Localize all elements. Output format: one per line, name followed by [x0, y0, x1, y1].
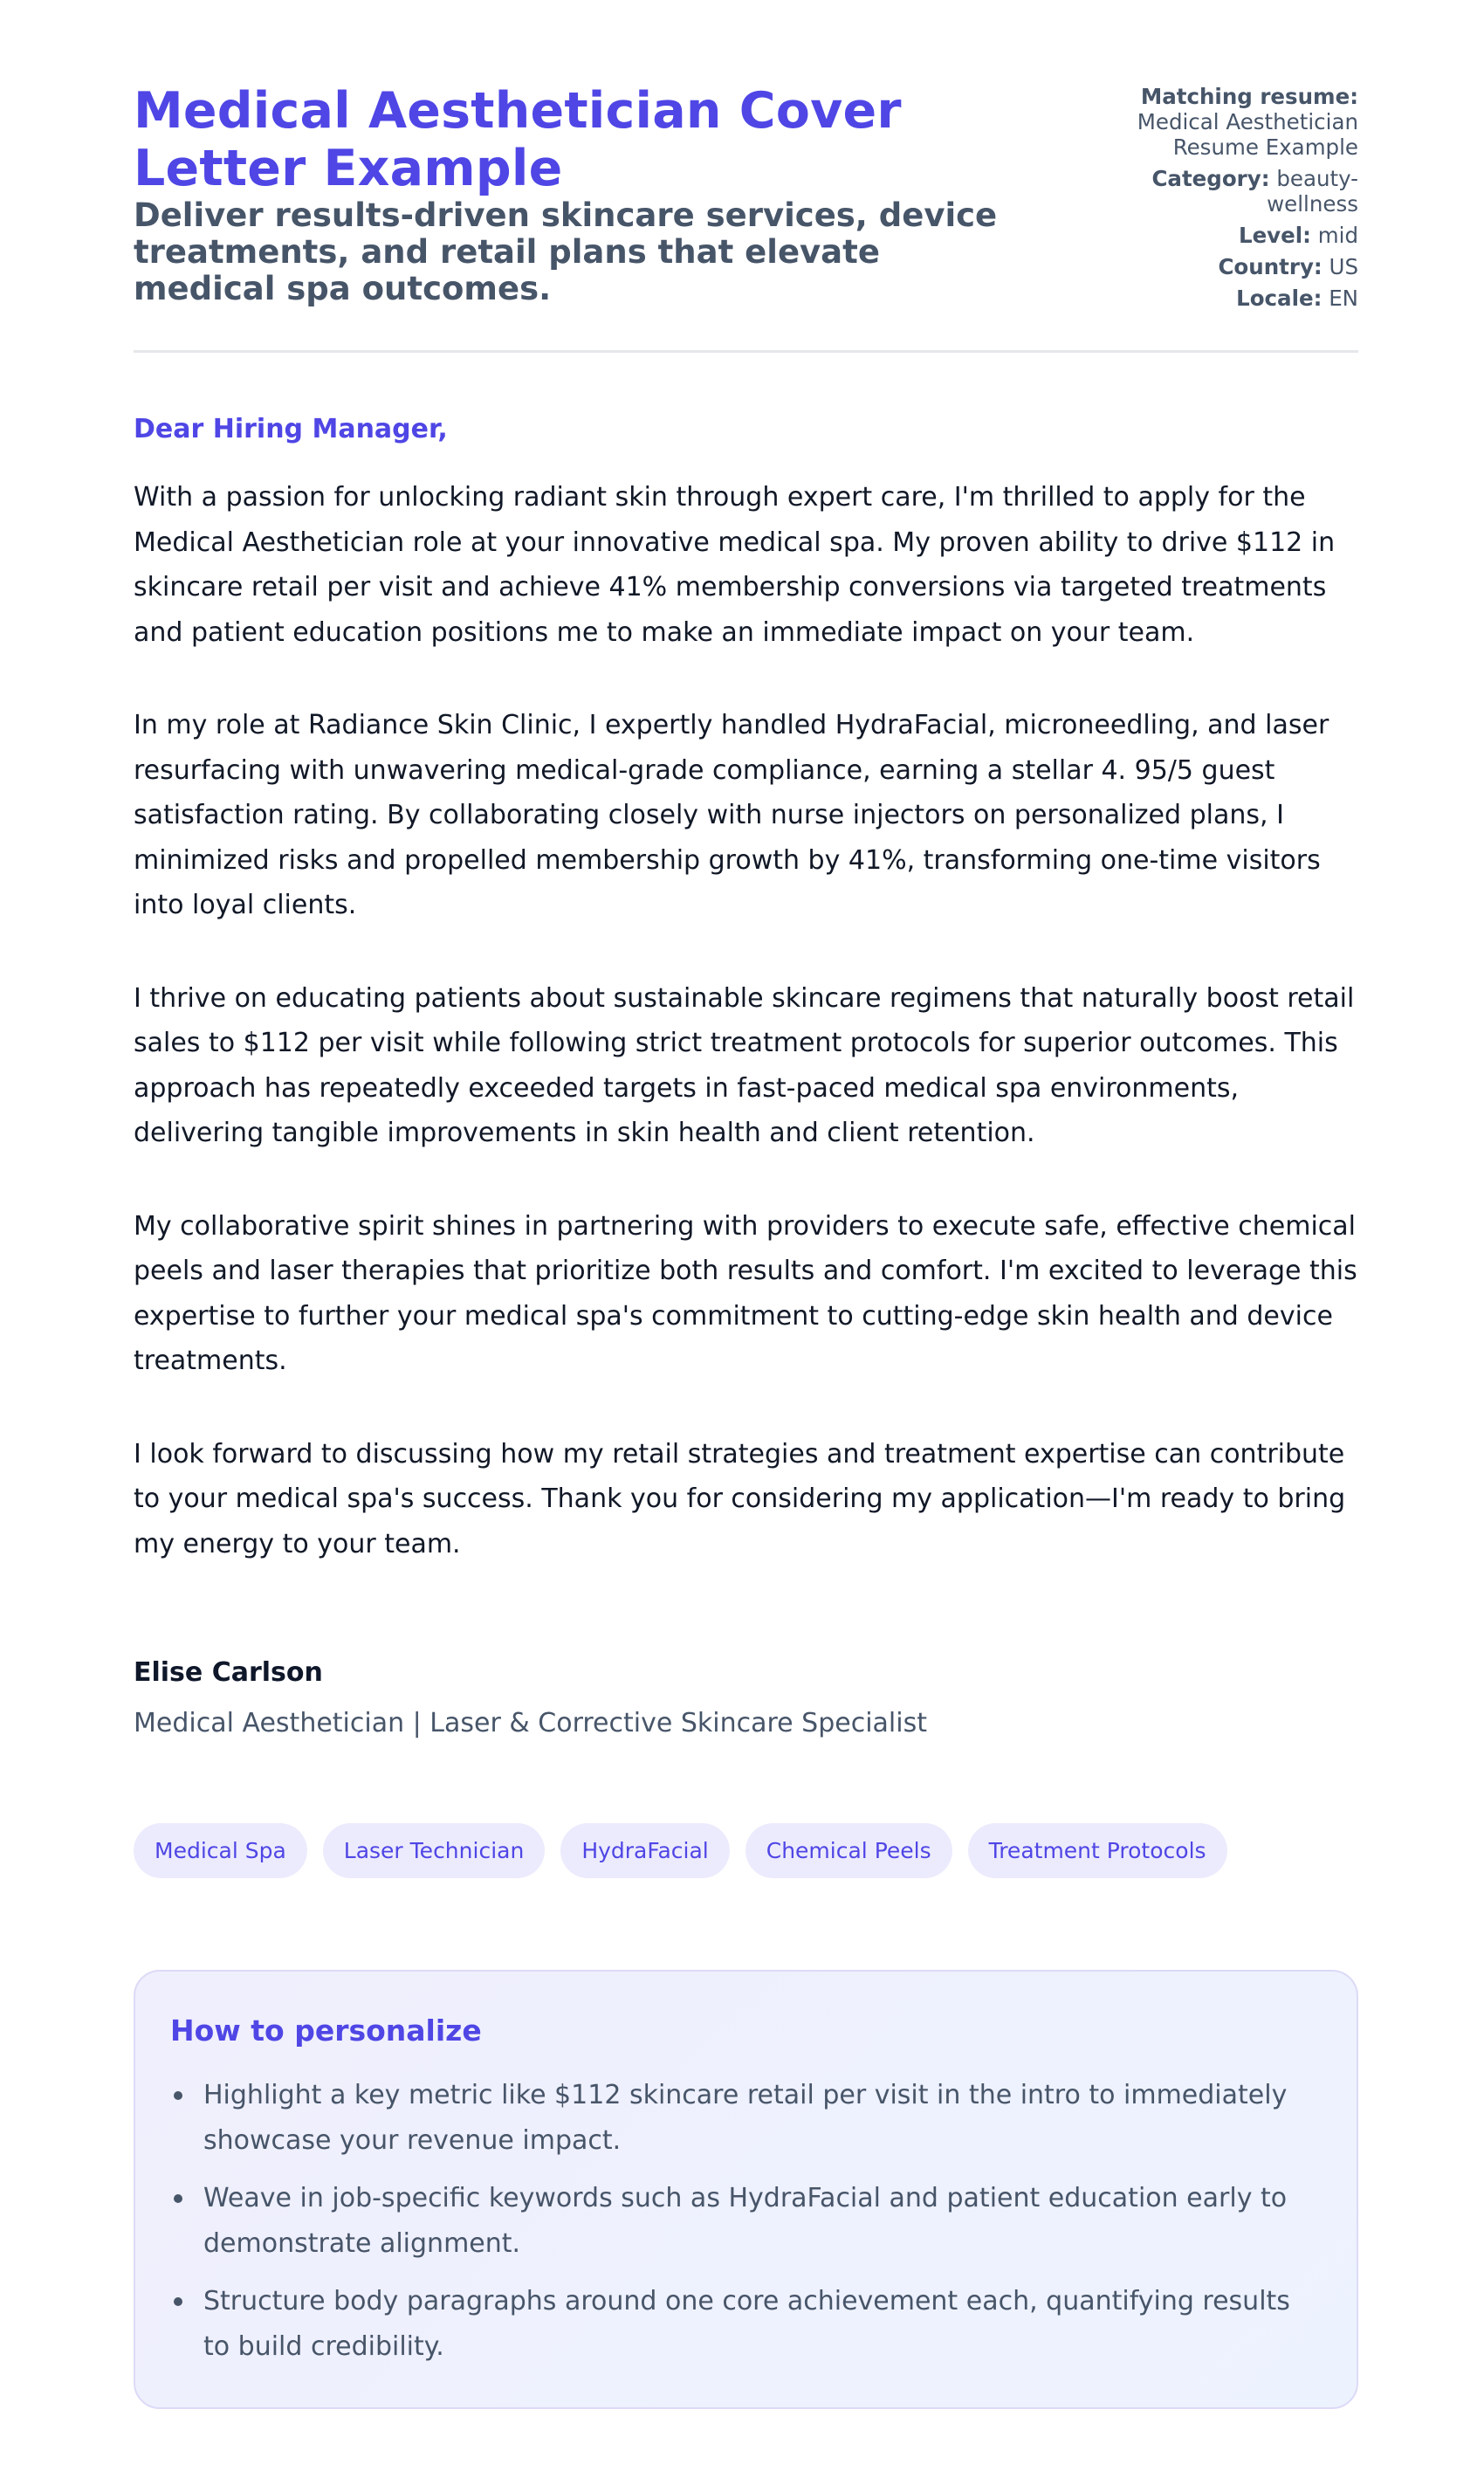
tip-item [170, 2176, 1322, 2266]
bullet-icon [174, 2297, 182, 2306]
meta-level [1070, 223, 1358, 248]
title-block [134, 82, 1033, 307]
meta-label: Level: [1238, 223, 1311, 248]
letter-paragraph: In my role at Radiance Skin Clinic, I expertly handled HydraFacial, microneedling, and laser resurfacing with unwavering medical-grade compliance, earning a stellar 4. 95/5 guest satisfaction rating. By collaborating closely with nurse injectors on personalized plans, I minimized risks and propelled membership growth by 41%, transforming one-time visitors into loyal clients. [134, 710, 1329, 920]
letter-paragraphs [134, 475, 1358, 1566]
letter-paragraph: I look forward to discussing how my retail strategies and treatment expertise can contribute to your medical spa's success. Thank you for considering my application—I'm ready to bring my energy to your team. [134, 1438, 1346, 1559]
tip-text: Weave in job-specific keywords such as HydraFacial and patient education early to demonstrate alignment. [203, 2183, 1288, 2259]
tag-medical-spa[interactable]: Medical Spa [134, 1823, 307, 1878]
meta-label: Country: [1218, 254, 1323, 279]
bullet-icon [174, 2091, 182, 2100]
meta-matching-resume [1070, 84, 1358, 160]
page-header [134, 0, 1358, 353]
meta-value: mid [1317, 223, 1358, 248]
signature-block [134, 1656, 1358, 1741]
signature-title: Medical Aesthetician | Laser & Corrective Skincare Specialist [134, 1708, 927, 1738]
tip-text: Highlight a key metric like $112 skincare retail per visit in the intro to immediately showcase your revenue impact. [203, 2080, 1288, 2156]
keyword-tags [134, 1823, 1358, 1878]
meta-label: Matching resume: [1140, 84, 1358, 109]
letter-body [134, 412, 1358, 1741]
meta-country [1070, 254, 1358, 279]
tag-treatment-protocols[interactable]: Treatment Protocols [968, 1823, 1227, 1878]
matching-resume-link[interactable]: Medical Aesthetician Resume Example [1137, 109, 1358, 160]
metadata-panel [1070, 84, 1358, 317]
letter-paragraph: With a passion for unlocking radiant skin through expert care, I'm thrilled to apply for the Medical Aesthetician role at your innovative medical spa. My proven ability to drive $112 in skincare retail per visit and achieve 41% membership conversions via targeted treatments and patient education positions me to make an immediate impact on your team. [134, 482, 1336, 648]
meta-category [1070, 166, 1358, 217]
tag-laser-technician[interactable]: Laser Technician [323, 1823, 546, 1878]
personalize-title: How to personalize [170, 2013, 482, 2048]
signature-name: Elise Carlson [134, 1657, 323, 1688]
salutation: Dear Hiring Manager, [134, 414, 448, 444]
page-subtitle: Deliver results-driven skincare services, device treatments, and retail plans that elevate medical spa outcomes. [134, 196, 998, 307]
tip-text: Structure body paragraphs around one core achievement each, quantifying results to build credibility. [203, 2286, 1290, 2362]
meta-value: US [1329, 254, 1358, 279]
tip-item [170, 2279, 1322, 2369]
meta-value: EN [1329, 286, 1358, 311]
meta-value: beauty-wellness [1267, 166, 1358, 217]
personalize-card [134, 1970, 1358, 2409]
meta-label: Category: [1151, 166, 1270, 191]
meta-label: Locale: [1236, 286, 1323, 311]
personalize-tips [170, 2073, 1322, 2369]
bullet-icon [174, 2194, 182, 2203]
letter-paragraph: My collaborative spirit shines in partnering with providers to execute safe, effective chemical peels and laser therapies that prioritize both results and comfort. I'm excited to leverage this expertise to further your medical spa's commitment to cutting-edge skin health and device treatments. [134, 1210, 1357, 1376]
cover-letter-page [134, 0, 1358, 2409]
letter-paragraph: I thrive on educating patients about sustainable skincare regimens that naturally boost retail sales to $112 per visit while following strict treatment protocols for superior outcomes. This approach has repeatedly exceeded targets in fast-paced medical spa environments, delivering tangible improvements in skin health and client retention. [134, 982, 1355, 1148]
tag-hydrafacial[interactable]: HydraFacial [560, 1823, 729, 1878]
meta-locale [1070, 286, 1358, 311]
tip-item [170, 2073, 1322, 2163]
tag-chemical-peels[interactable]: Chemical Peels [745, 1823, 952, 1878]
page-title: Medical Aesthetician Cover Letter Example [134, 82, 902, 197]
